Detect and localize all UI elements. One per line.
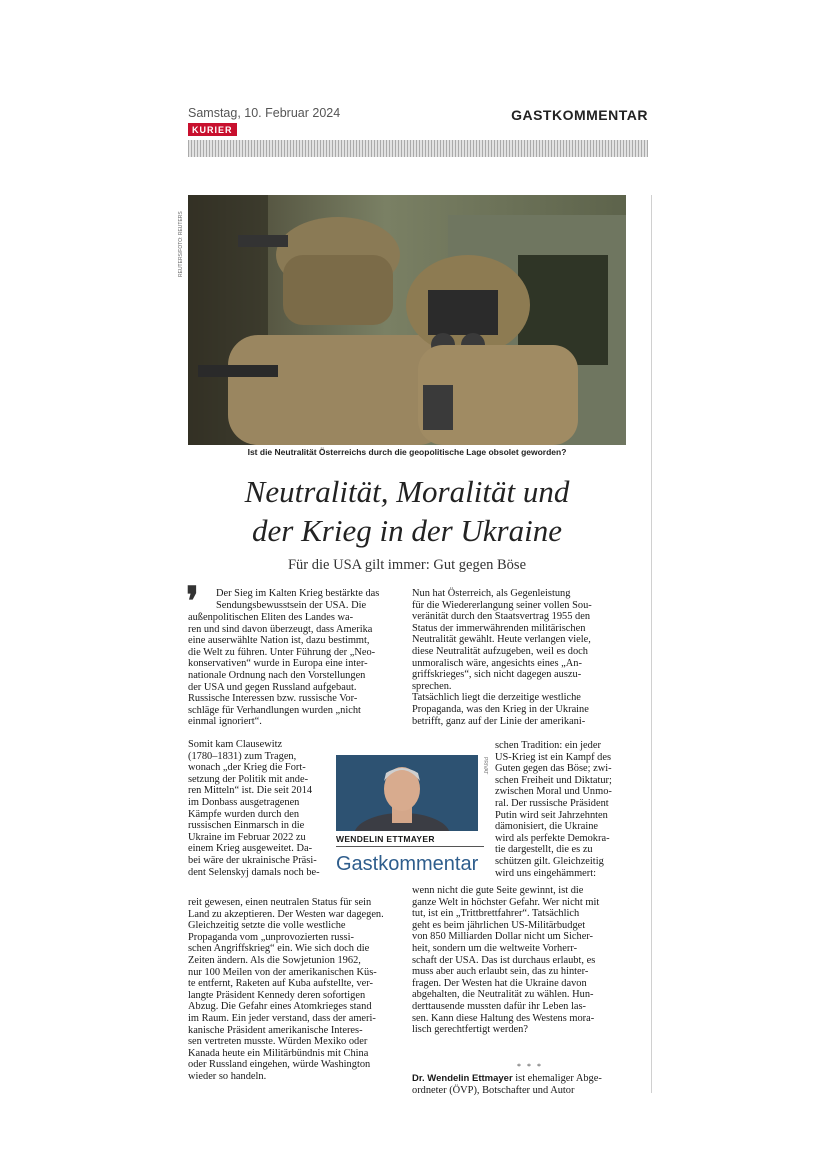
headline-line-2: der Krieg in der Ukraine xyxy=(252,513,562,548)
body-paragraph-1: außenpolitischen Eliten des Landes wa- ren und sind davon überzeugt, dass Amerika eine auserwählte Nation ist, dazu bestimmt, die Welt zu führen. Unter Führung der „Neo- konservativen“ wurde in Europa eine inter- nationale Ordnung nach den Vorstellungen der USA und gegen Russland aufgebaut. Russische Interessen bzw. russische Vor- schläge für Verhandlungen wurden „nicht einmal ignoriert“. xyxy=(188,612,376,728)
photo-caption: Ist die Neutralität Österreichs durch die geopolitische Lage obsolet geworden? xyxy=(247,447,567,457)
divider xyxy=(336,846,484,847)
headline-line-1: Neutralität, Moralität und xyxy=(244,474,570,509)
bio-text: ist ehemaliger Abge- ordneter (ÖVP), Botschafter und Autor xyxy=(412,1073,602,1096)
subheadline: Für die USA gilt immer: Gut gegen Böse xyxy=(287,557,527,573)
brand-logo: KURIER xyxy=(188,123,237,136)
section-title: GASTKOMMENTAR xyxy=(511,107,648,123)
body-paragraph-3: reit gewesen, einen neutralen Status für sein Land zu akzeptieren. Der Westen war dagegen. Gleichzeitig setzte die volle westliche Propaganda vom „unprovozierten russi- schen Angriffskrieg“ ein. Wie sich doch die Zeiten ändern. Als die Sowjetunion 1962, nur 100 Meilen von der amerikanischen Küs- te entfernt, Raketen auf Kuba aufstellte, ver- langte Präsident Kennedy deren sofortigen Abzug. Die Gefahr eines Atomkrieges stand im Raum. Ein jeder verstand, dass der ameri- kanische Präsident amerikanische Interes- sen vertreten musste. Würden Mexiko oder Kanada heute ein Militärbündnis mit China oder Russland eingehen, würde Washington wieder so handeln. xyxy=(188,897,384,1082)
quote-mark-icon: ❜ xyxy=(186,579,199,624)
author-bio xyxy=(412,1073,648,1096)
separator-stars: * * * xyxy=(517,1062,543,1071)
soldiers-illustration xyxy=(188,195,626,445)
portrait-illustration xyxy=(336,755,478,831)
body-paragraph-2: Somit kam Clausewitz (1780–1831) zum Tragen, wonach „der Krieg die Fort- setzung der Politik mit ande- ren Mitteln“ ist. Die seit 2014 im Donbass ausgetragenen Kämpfe wurden durch den russischen Einmarsch in die Ukraine im Februar 2022 zu einem Krieg ausgeweitet. Da- bei wäre der ukrainische Präsi- dent Selenskyj damals noch be- xyxy=(188,739,320,878)
body-paragraph-1-start: Der Sieg im Kalten Krieg bestärkte das Sendungsbewusstsein der USA. Die xyxy=(216,588,380,611)
author-name: WENDELIN ETTMAYER xyxy=(336,834,435,844)
photo-credit: REUTERS/FOTO: REUTERS xyxy=(178,211,184,277)
body-paragraph-6: wenn nicht die gute Seite gewinnt, ist die ganze Welt in höchster Gefahr. Wer nicht mit tut, ist ein „Trittbrettfahrer“. Tatsächlich geht es beim jährlichen US-Militärbudget von 850 Milliarden Dollar nicht um Sicher- heit, sondern um die weltweite Vorherr- schaft der USA. Das ist durchaus erlaubt, es muss aber auch erlaubt sein, das zu hinter- fragen. Der Westen hat die Ukraine davon abgehalten, die Neutralität zu wählen. Hun- derttausende mussten dafür ihr Leben las- sen. Kann diese Haltung des Westens mora- lisch gerechtfertigt werden? xyxy=(412,885,600,1036)
article-photo xyxy=(188,195,626,445)
body-paragraph-5: schen Tradition: ein jeder US-Krieg ist ein Kampf des Guten gegen das Böse; zwi- schen Freiheit und Diktatur; zwischen Moral und Unmo- ral. Der russische Präsident Putin wird seit Jahrzehnten dämonisiert, die Ukraine wird als perfekte Demokra- tie dargestellt, die es zu schützen gilt. Gleichzeitig wird uns eingehämmert: xyxy=(495,740,612,879)
author-photo-credit: PRIVAT xyxy=(482,757,488,775)
barcode-bar xyxy=(188,140,648,157)
headline xyxy=(188,472,626,550)
column-rule xyxy=(651,195,652,1093)
author-photo xyxy=(336,755,478,831)
bio-name: Dr. Wendelin Ettmayer xyxy=(412,1073,513,1084)
issue-date: Samstag, 10. Februar 2024 xyxy=(188,106,341,120)
body-paragraph-4: Nun hat Österreich, als Gegenleistung für die Wiedererlangung seiner vollen Sou- veränität durch den Staatsvertrag 1955 den Status der immerwährenden militärischen Neutralität gewählt. Heute verlangen viele, diese Neutralität aufzugeben, weil es doch unmoralisch wäre, angesichts eines „An- griffskrieges“, sich nicht dagegen auszu- sprechen. Tatsächlich liegt die derzeitige westliche Propaganda, was den Krieg in der Ukraine betrifft, ganz auf der Linie der amerikani- xyxy=(412,588,592,727)
column-label: Gastkommentar xyxy=(336,853,479,875)
